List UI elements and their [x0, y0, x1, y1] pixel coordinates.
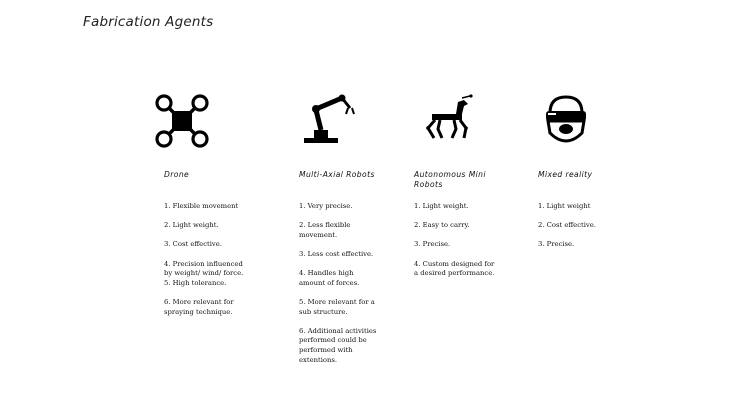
list-item: 2. Less flexible movement. — [299, 221, 351, 239]
list-item: 6. Additional activities performed could be performed with extentions. — [299, 326, 377, 364]
list-item: 3. Precise. — [538, 240, 575, 249]
list-item: 4. Handles high amount of forces. — [299, 269, 360, 287]
agent-points-drone — [164, 202, 246, 327]
list-item: 1. Very precise. — [299, 202, 353, 210]
drone-icon — [152, 93, 212, 149]
list-item: 2. Cost effective. — [538, 221, 596, 230]
list-item: 1. Flexible movement — [164, 202, 239, 210]
agent-title-mini-robots: Autonomous Mini Robots — [414, 170, 486, 189]
list-item: 4. Custom designed for a desired performance. — [414, 259, 495, 278]
agent-title-mixed-reality: Mixed reality — [538, 170, 593, 179]
list-item: 3. Precise. — [414, 240, 451, 249]
list-item: 3. Less cost effective. — [299, 249, 374, 258]
page-title: Fabrication Agents — [83, 14, 214, 30]
agent-points-mixed-reality — [538, 202, 620, 260]
agent-title-drone: Drone — [164, 170, 190, 179]
list-item: 6. More relevant for spraying technique. — [164, 297, 234, 316]
agent-points-mini-robots — [414, 202, 496, 288]
agent-title-multi-axial: Multi-Axial Robots — [299, 170, 375, 179]
list-item: 1. Light weight. — [414, 202, 469, 210]
list-item: 5. High tolerance. — [164, 278, 227, 287]
list-item: 2. Light weight. — [164, 221, 219, 230]
list-item: 4. Precision influenced by weight/ wind/ force. — [164, 259, 244, 278]
list-item: 2. Easy to carry. — [414, 221, 470, 230]
list-item: 5. More relevant for a sub structure. — [299, 297, 375, 316]
list-item: 3. Cost effective. — [164, 240, 222, 249]
robotic-arm-icon — [300, 92, 360, 148]
vr-headset-icon — [536, 93, 596, 149]
agent-points-multi-axial — [299, 202, 381, 375]
robot-dog-icon — [418, 94, 478, 150]
list-item: 1. Light weight — [538, 202, 591, 210]
